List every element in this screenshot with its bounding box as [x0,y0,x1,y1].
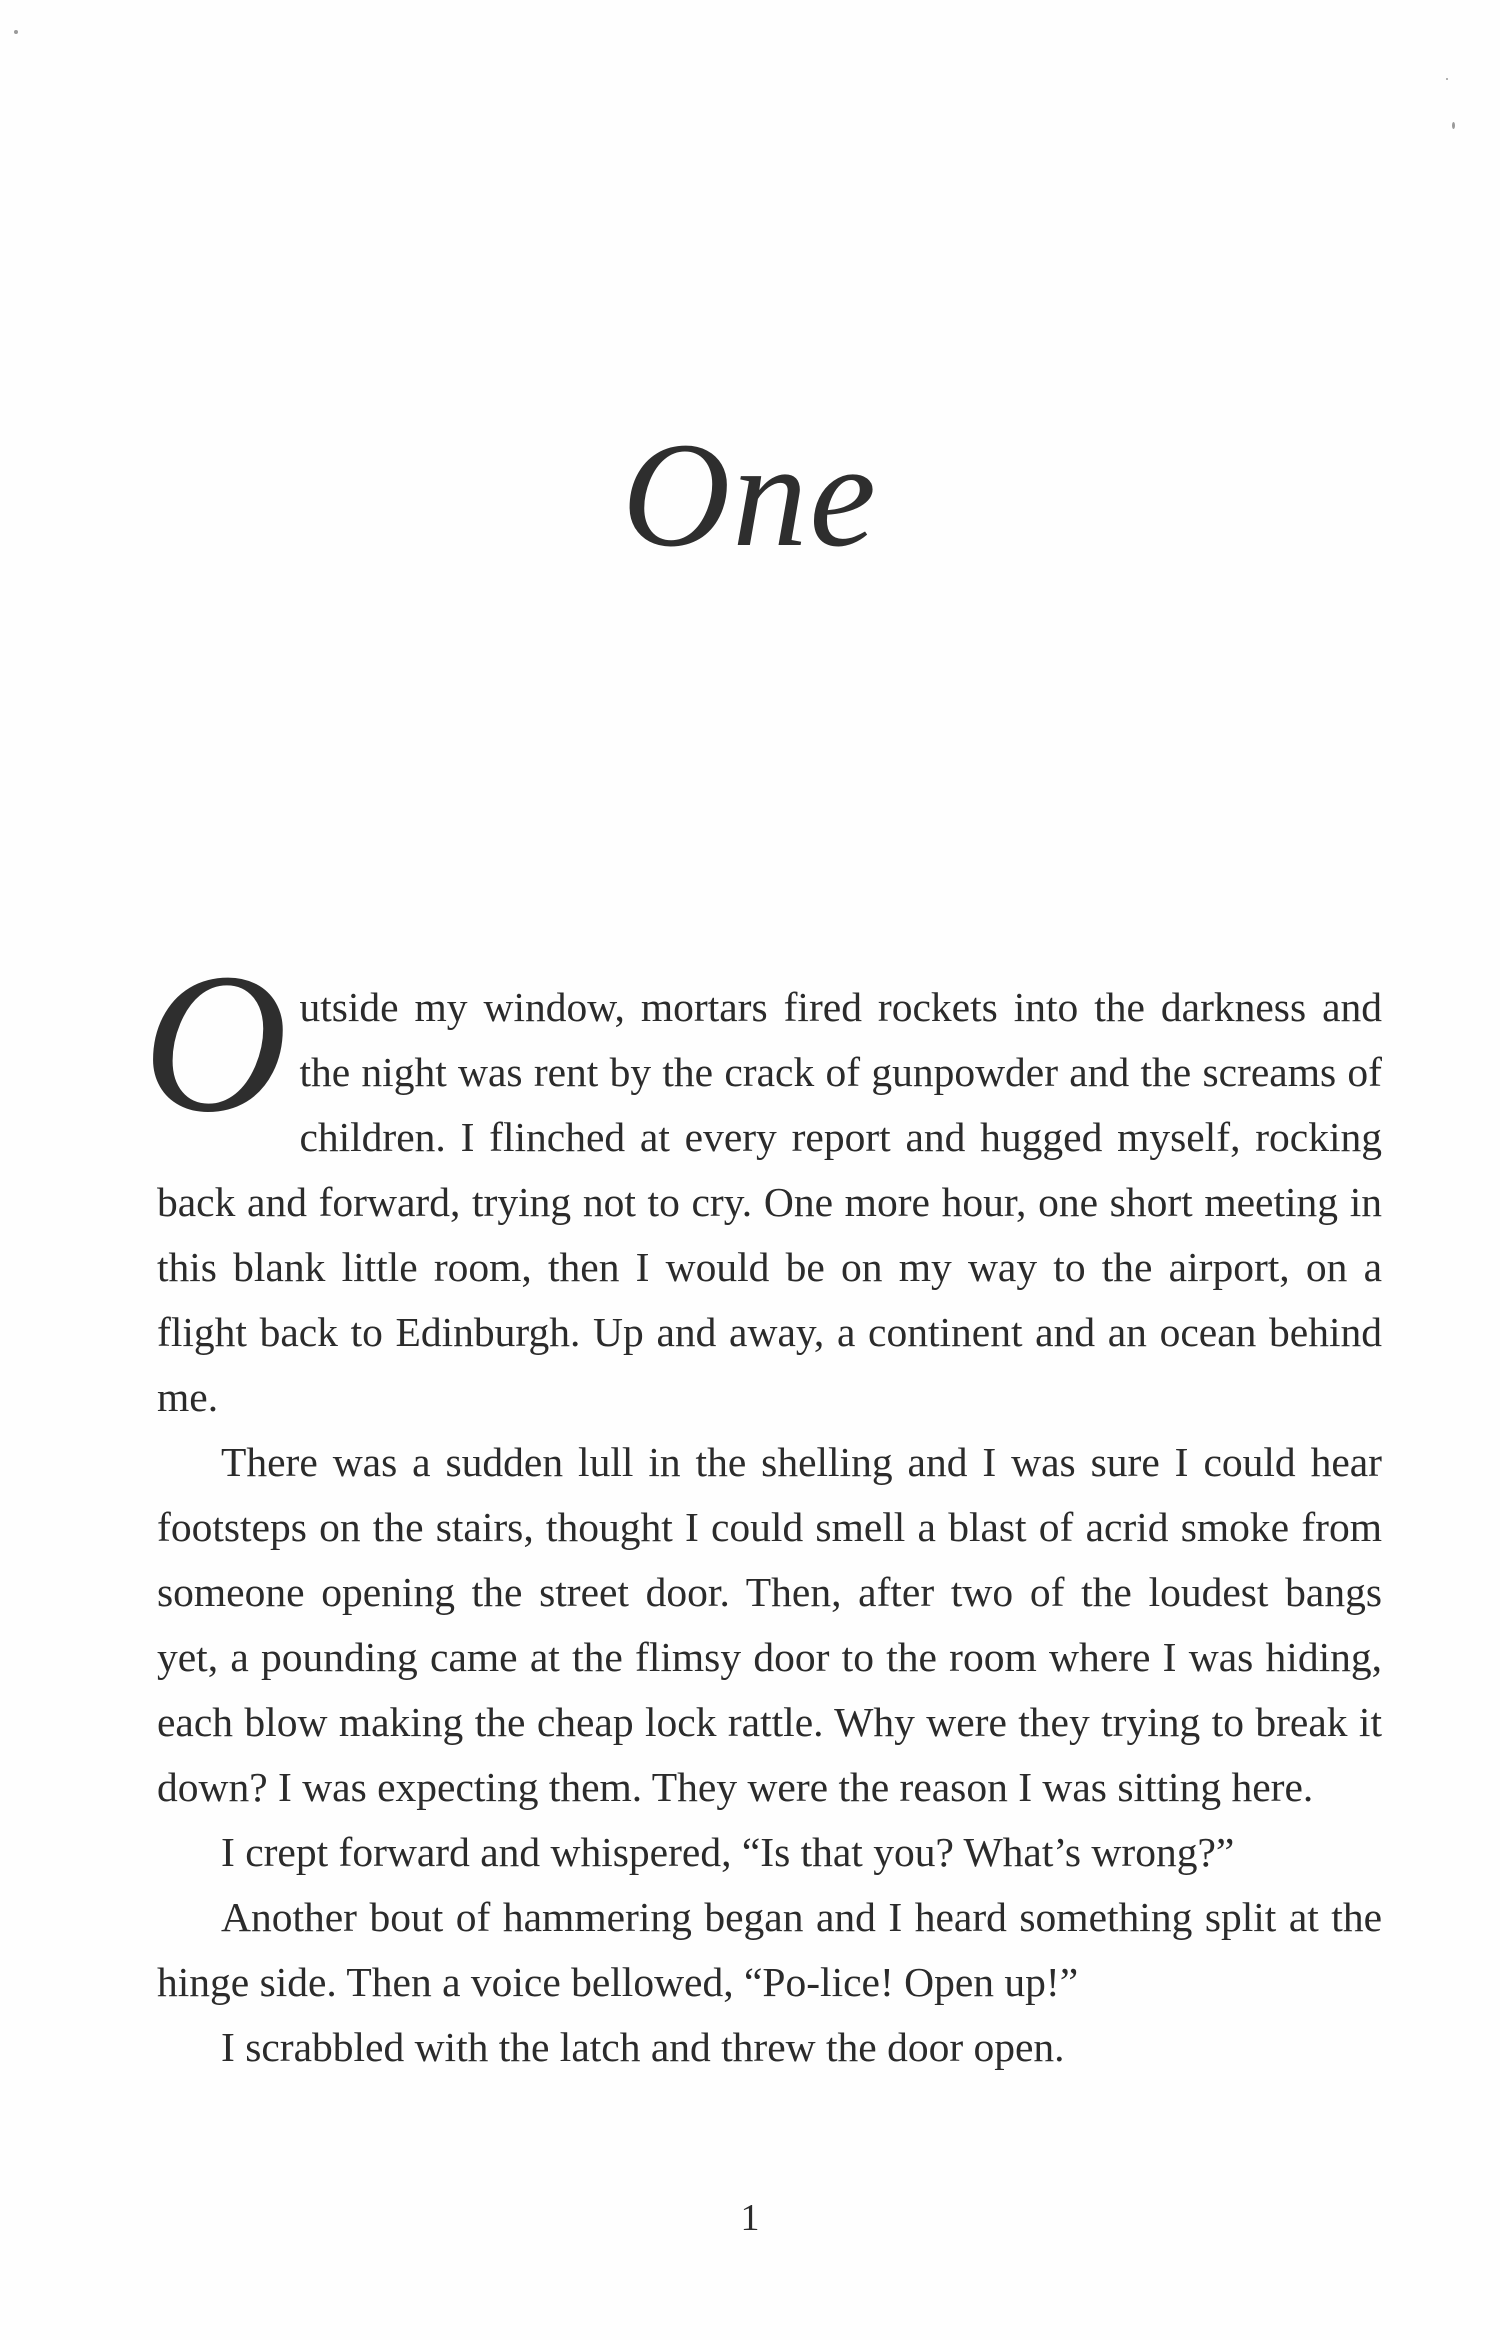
chapter-body [143,933,1382,2080]
opening-paragraph-text: utside my window, mortars fired rockets into the darkness and the night was rent by the crack of gunpowder and the screams of children. I flinched at every report and hugged myself, rocking back and forward, trying not to cry. One more hour, one short meeting in this blank little room, then I would be on my way to the airport, on a flight back to Edinburgh. Up and away, a continent and an ocean behind me. [157,984,1382,1420]
scan-speck [1446,78,1448,80]
page-number: 1 [740,2197,760,2239]
paragraph: I scrabbled with the latch and threw the door open. [221,2024,1065,2070]
scan-speck [1452,122,1455,129]
chapter-title: One [622,412,878,578]
drop-cap: O [143,933,288,1154]
paragraph: Another bout of hammering began and I heard something split at the hinge side. Then a voice bellowed, “Po-lice! Open up!” [157,1894,1382,2005]
scan-speck [14,30,18,34]
paragraph: I crept forward and whispered, “Is that you? What’s wrong?” [221,1829,1235,1875]
opening-paragraph [143,933,1382,1430]
paragraph: There was a sudden lull in the shelling and I was sure I could hear footsteps on the stairs, thought I could smell a blast of acrid smoke from someone opening the street door. Then, after two of the loudest bangs yet, a pounding came at the flimsy door to the room where I was hiding, each blow making the cheap lock rattle. Why were they trying to break it down? I was expecting them. They were the reason I was sitting here. [157,1439,1382,1810]
